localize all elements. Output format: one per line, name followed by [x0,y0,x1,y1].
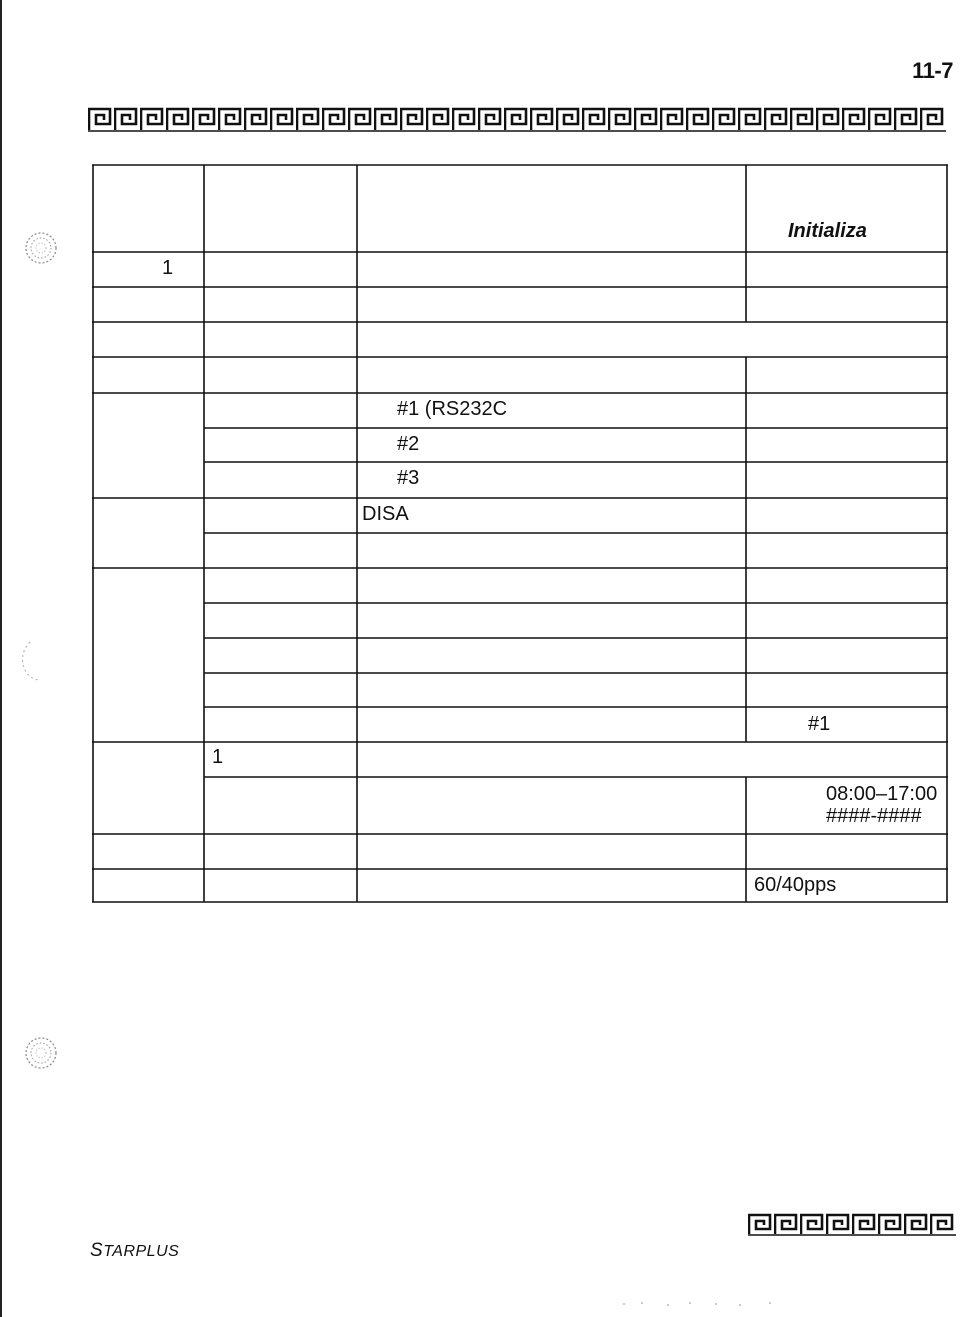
table-cell: #2 [397,433,420,455]
page-left-edge [0,0,2,1317]
scan-mark [18,640,42,682]
header-cell-initialization: Initializa [788,220,867,242]
greek-key-border [88,106,946,132]
table-cell: 08:00–17:00 [826,783,938,805]
table-cell: 60/40pps [754,874,837,896]
table-cell: 1 [162,257,174,279]
scan-noise [620,1300,780,1308]
punch-hole-icon [24,231,58,265]
table-cell: #1 (RS232C [397,398,508,420]
punch-hole-icon [24,1036,58,1070]
table-cell: 1 [212,746,224,768]
footer-brand-rest: TARPLUS [103,1243,180,1260]
table-cell: DISA [362,503,409,525]
table-cell: #1 [808,713,831,735]
page-number: 11-7 [912,58,953,83]
table-grid-lines [92,164,948,904]
greek-key-border [748,1212,956,1236]
footer-brand-initial: S [90,1240,104,1261]
footer-brand [90,1240,179,1262]
table-cell: #3 [397,467,420,489]
table-cell: ####-#### [826,805,922,827]
settings-table [92,164,948,904]
